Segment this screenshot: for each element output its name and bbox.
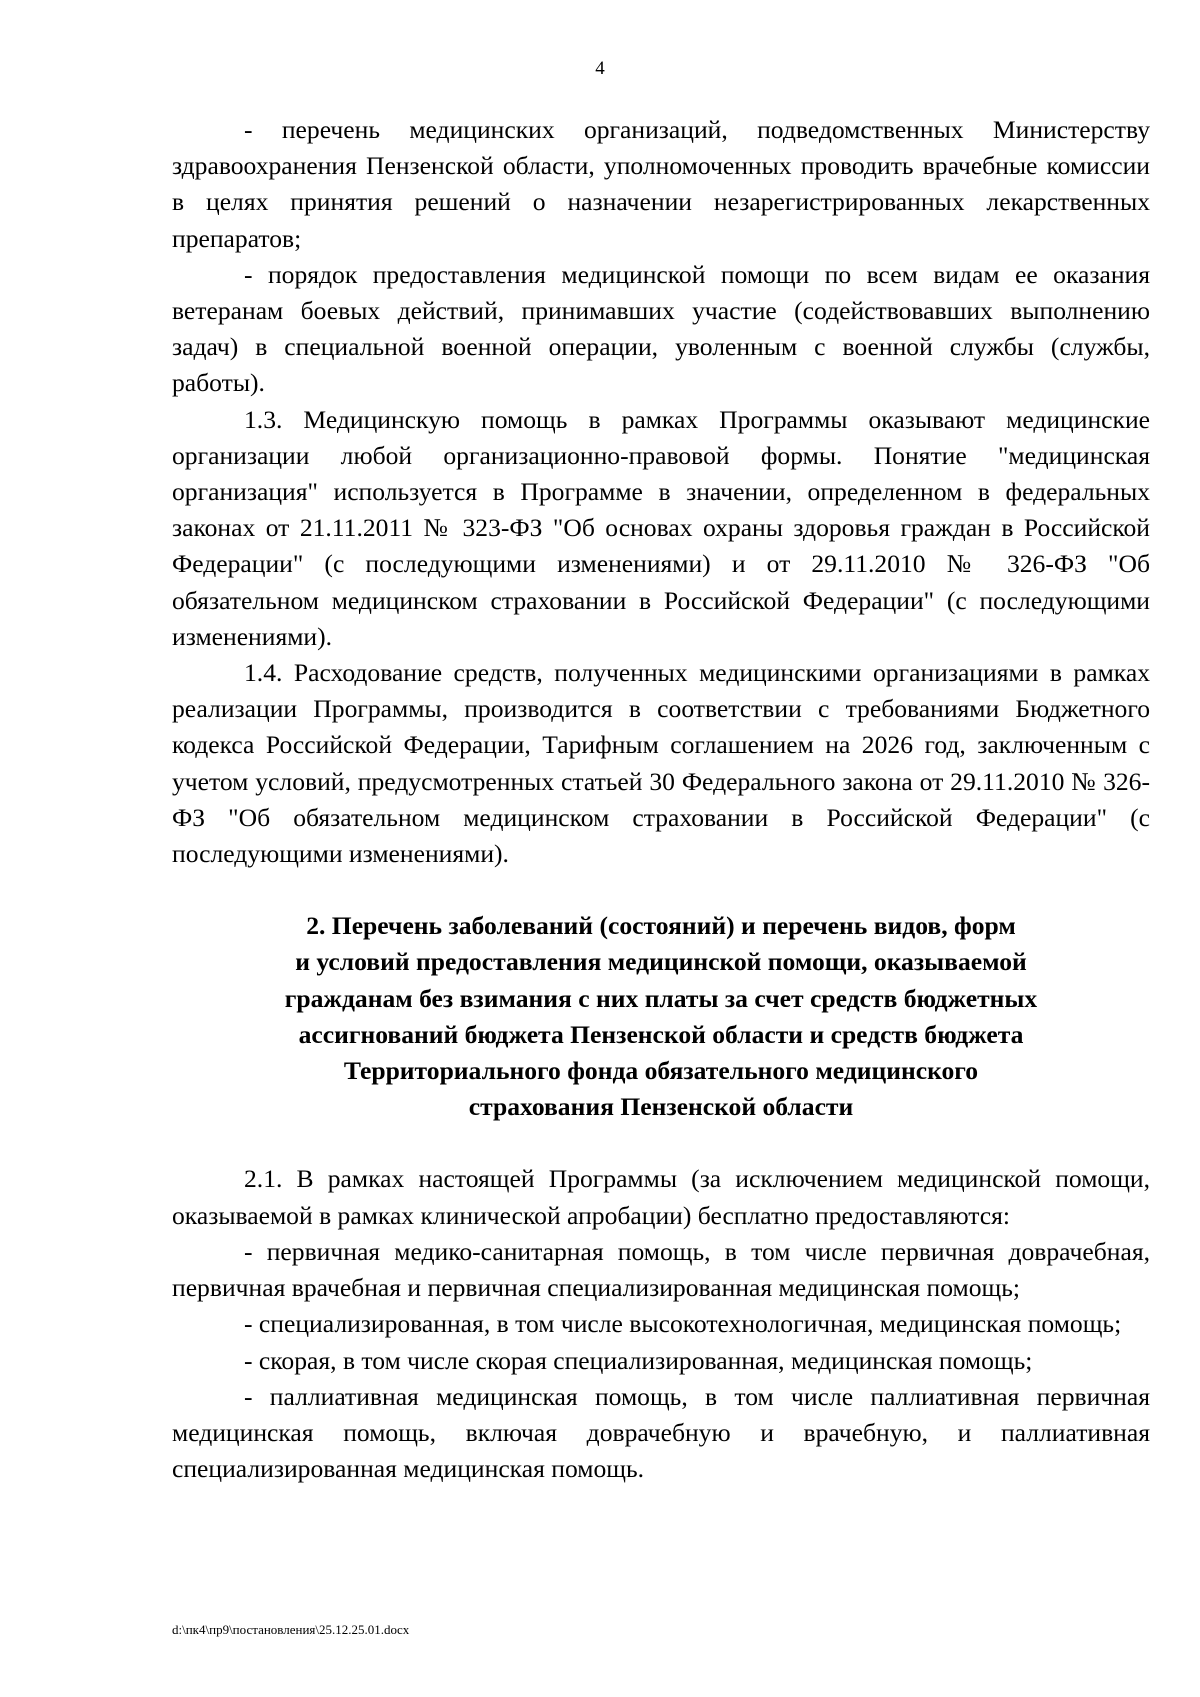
heading-line: гражданам без взимания с них платы за счет средств бюджетных <box>284 983 1038 1013</box>
list-item-specialized-care: - специализированная, в том числе высокотехнологичная, медицинская помощь; <box>244 1309 1122 1339</box>
heading-line: Территориального фонда обязательного медицинского <box>343 1056 979 1086</box>
paragraph-veterans-care: - порядок предоставления медицинской помощи по всем видам ее оказания ветеранам боевых действий, принимавших участие (содействовавших выполнению задач) в специальной военной операции, уволенным с военной службы (службы, работы). <box>172 259 1150 398</box>
paragraph-2-1: 2.1. В рамках настоящей Программы (за исключением медицинской помощи, оказываемой в рамках клинической апробации) бесплатно предоставляются: <box>172 1164 1150 1230</box>
section-2-heading <box>172 908 1150 1125</box>
heading-line: и условий предоставления медицинской помощи, оказываемой <box>295 947 1027 977</box>
paragraph-1-3: 1.3. Медицинскую помощь в рамках Программы оказывают медицинские организации любой организационно-правовой формы. Понятие "медицинская организация" используется в Программе в значении, определенном в федеральных законах от 21.11.2011 № 323-ФЗ "Об основах охраны здоровья граждан в Российской Федерации" (с последующими изменениями) и от 29.11.2010 № 326-ФЗ "Об обязательном медицинском страховании в Российской Федерации" (с последующими изменениями). <box>172 404 1150 651</box>
paragraph-1-4: 1.4. Расходование средств, полученных медицинскими организациями в рамках реализации Программы, производится в соответствии с требованиями Бюджетного кодекса Российской Федерации, Тарифным соглашением на 2026 год, заключенным с учетом условий, предусмотренных статьей 30 Федерального закона от 29.11.2010 № 326-ФЗ "Об обязательном медицинском страховании в Российской Федерации" (с последующими изменениями). <box>172 658 1150 869</box>
document-body <box>172 112 1150 1487</box>
heading-line: страхования Пензенской области <box>468 1092 854 1122</box>
list-item-emergency-care: - скорая, в том числе скорая специализированная, медицинская помощь; <box>244 1345 1033 1375</box>
file-path-footer: d:\пк4\пр9\постановления\25.12.25.01.docx <box>172 1622 410 1637</box>
list-item-primary-care: - первичная медико-санитарная помощь, в том числе первичная доврачебная, первичная врачебная и первичная специализированная медицинская помощь; <box>172 1236 1150 1303</box>
heading-line: 2. Перечень заболеваний (состояний) и перечень видов, форм <box>306 911 1016 941</box>
paragraph-organizations-list: - перечень медицинских организаций, подведомственных Министерству здравоохранения Пензенской области, уполномоченных проводить врачебные комиссии в целях принятия решений о назначении незарегистрированных лекарственных препаратов; <box>172 115 1150 253</box>
page-number: 4 <box>595 58 605 79</box>
heading-line: ассигнований бюджета Пензенской области и средств бюджета <box>298 1019 1024 1049</box>
list-item-palliative-care: - паллиативная медицинская помощь, в том числе паллиативная первичная медицинская помощь, включая доврачебную и врачебную, и паллиативная специализированная медицинская помощь. <box>172 1381 1150 1484</box>
